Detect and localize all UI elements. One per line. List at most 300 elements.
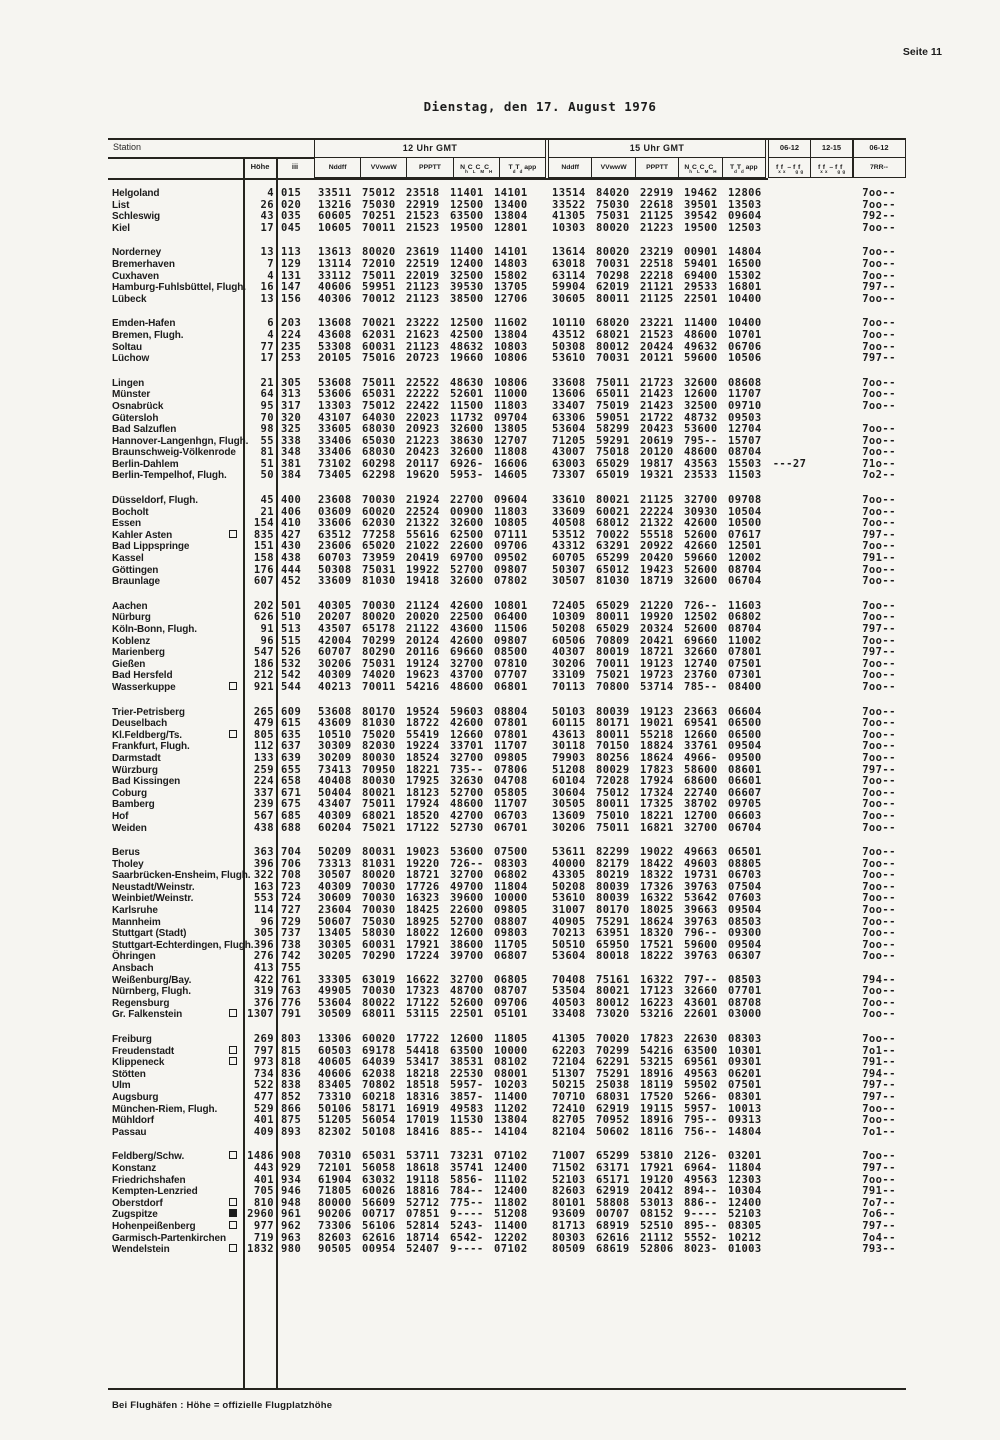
altitude: 319 [253, 985, 274, 998]
obs-15utc-col4: 06802 [728, 611, 762, 624]
obs-15utc-col0: 51307 [552, 1067, 586, 1080]
obs-15utc-col2: 21125 [640, 494, 674, 507]
obs-12utc-col3: 32630 [450, 775, 484, 788]
obs-12utc-col3: 775-- [450, 1196, 484, 1209]
obs-12utc-col2: 18416 [406, 1125, 440, 1138]
obs-15utc-col1: 68020 [596, 317, 630, 330]
obs-15utc-col4: 06706 [728, 340, 762, 353]
obs-15utc-col1: 80012 [596, 340, 630, 353]
altitude: 70 [260, 411, 274, 424]
column-header-ppptt: PPPTT [407, 158, 453, 177]
obs-12utc-col0: 73405 [318, 469, 352, 482]
altitude: 265 [253, 705, 274, 718]
obs-12utc-col1: 80030 [362, 775, 396, 788]
obs-12utc-col2: 20020 [406, 611, 440, 624]
obs-15utc-col4: 15707 [728, 434, 762, 447]
obs-15utc-col4: 07301 [728, 669, 762, 682]
obs-12utc-col1: 70030 [362, 494, 396, 507]
obs-12utc-col0: 72101 [318, 1161, 352, 1174]
obs-12utc-col1: 75021 [362, 821, 396, 834]
station-row [108, 353, 906, 365]
obs-12utc-col2: 19418 [406, 575, 440, 588]
obs-15utc-col0: 80101 [552, 1196, 586, 1209]
obs-15utc-col0: 62203 [552, 1044, 586, 1057]
obs-15utc-col3: 52600 [684, 528, 718, 541]
altitude: 50 [260, 469, 274, 482]
obs-15utc-col2: 18222 [640, 950, 674, 963]
station-row [108, 1186, 906, 1198]
altitude: 224 [253, 775, 274, 788]
obs-15utc-col1: 82299 [596, 846, 630, 859]
station-row [108, 811, 906, 823]
station-name: Nürburg [112, 612, 151, 624]
precip-7rr-value: 797-- [862, 623, 896, 635]
obs-15utc-col4: 03201 [728, 1150, 762, 1163]
obs-12utc-col4: 51208 [494, 1208, 528, 1221]
obs-15utc-col3: 32700 [684, 494, 718, 507]
station-number: 946 [281, 1185, 302, 1198]
obs-12utc-col0: 40309 [318, 669, 352, 682]
obs-15utc-col4: 08503 [728, 915, 762, 928]
obs-12utc-col2: 22519 [406, 257, 440, 270]
obs-12utc-col0: 82302 [318, 1125, 352, 1138]
station-name: Bocholt [112, 506, 149, 518]
obs-15utc-col0: 60506 [552, 634, 586, 647]
open-square-icon [229, 1151, 237, 1159]
precip-7rr-value: 7oo-- [862, 292, 896, 305]
station-number: 313 [281, 388, 302, 401]
precip-7rr-value: 7oo-- [862, 317, 896, 330]
station-name: Zugspitze [112, 1209, 158, 1221]
obs-15utc-col0: 30206 [552, 821, 586, 834]
obs-15utc-col4: 06607 [728, 786, 762, 799]
station-number: 515 [281, 634, 302, 647]
precip-7rr-value: 7oo-- [862, 950, 896, 963]
obs-12utc-col2: 16622 [406, 973, 440, 986]
obs-15utc-col4: 16801 [728, 281, 762, 294]
obs-15utc-col4: 08305 [728, 1219, 762, 1232]
obs-15utc-col3: 785-- [684, 680, 718, 693]
obs-12utc-col1: 80020 [362, 611, 396, 624]
obs-15utc-col2: 19723 [640, 669, 674, 682]
obs-12utc-col1: 65030 [362, 434, 396, 447]
obs-12utc-col3: 42600 [450, 717, 484, 730]
altitude: 337 [253, 786, 274, 799]
station-number: 838 [281, 1079, 302, 1092]
obs-12utc-col4: 06703 [494, 809, 528, 822]
obs-15utc-col1: 65029 [596, 623, 630, 635]
obs-15utc-col0: 33610 [552, 494, 586, 507]
obs-15utc-col2: 21523 [640, 328, 674, 341]
obs-12utc-col0: 83405 [318, 1079, 352, 1092]
obs-15utc-col0: 43312 [552, 540, 586, 553]
precip-7rr-value: 791-- [862, 1185, 896, 1198]
obs-12utc-col2: 18520 [406, 809, 440, 822]
obs-15utc-col3: 30930 [684, 505, 718, 518]
obs-12utc-col2: 53115 [406, 1008, 440, 1021]
altitude: 705 [253, 1185, 274, 1198]
obs-12utc-col3: 48700 [450, 985, 484, 998]
obs-12utc-col4: 11102 [494, 1173, 528, 1186]
obs-15utc-col0: 72410 [552, 1102, 586, 1115]
obs-15utc-col0: 80303 [552, 1231, 586, 1244]
station-number: 526 [281, 646, 302, 659]
obs-12utc-col1: 75030 [362, 915, 396, 928]
obs-12utc-col3: 32700 [450, 869, 484, 882]
obs-12utc-col2: 19224 [406, 740, 440, 753]
station-number: 704 [281, 846, 302, 859]
obs-15utc-col4: 52103 [728, 1208, 762, 1221]
open-square-icon [229, 1009, 237, 1017]
altitude: 114 [253, 904, 274, 917]
obs-12utc-col4: 11802 [494, 1196, 528, 1209]
obs-12utc-col0: 40309 [318, 809, 352, 822]
obs-12utc-col2: 17122 [406, 821, 440, 834]
obs-15utc-col0: 63114 [552, 269, 586, 282]
altitude: 479 [253, 717, 274, 730]
obs-15utc-col2: 21125 [640, 210, 674, 223]
obs-15utc-col3: 42600 [684, 517, 718, 530]
obs-12utc-col1: 75012 [362, 399, 396, 412]
obs-15utc-col0: 53512 [552, 528, 586, 541]
obs-15utc-col4: 08400 [728, 680, 762, 693]
altitude: 522 [253, 1079, 274, 1092]
station-row [108, 470, 906, 482]
obs-15utc-col3: 52600 [684, 623, 718, 635]
altitude: 376 [253, 996, 274, 1009]
station-name: Oberstdorf [112, 1197, 163, 1209]
obs-12utc-col0: 73313 [318, 857, 352, 870]
station-number: 035 [281, 210, 302, 223]
obs-12utc-col2: 55616 [406, 528, 440, 541]
obs-12utc-col3: 33701 [450, 740, 484, 753]
altitude: 401 [253, 1114, 274, 1127]
obs-15utc-col4: 11503 [728, 469, 762, 482]
precip-7rr-value: 797-- [862, 1161, 896, 1174]
altitude: 176 [253, 563, 274, 576]
obs-12utc-col0: 82603 [318, 1231, 352, 1244]
altitude: 547 [253, 646, 274, 659]
obs-15utc-col3: 6964- [684, 1161, 718, 1174]
altitude: 977 [253, 1219, 274, 1232]
station-name: Cuxhaven [112, 270, 159, 282]
obs-15utc-col3: 49563 [684, 1067, 718, 1080]
obs-15utc-col3: 39763 [684, 915, 718, 928]
altitude: 96 [260, 915, 274, 928]
precip-7rr-value: 7oo-- [862, 786, 896, 799]
altitude: 17 [260, 352, 274, 365]
obs-15utc-col3: 22501 [684, 292, 718, 305]
obs-12utc-col4: 12801 [494, 221, 528, 234]
table-body [108, 188, 906, 1269]
station-number: 305 [281, 376, 302, 389]
obs-15utc-col0: 53611 [552, 846, 586, 859]
obs-15utc-col2: 53215 [640, 1056, 674, 1069]
obs-15utc-col3: 2126- [684, 1150, 718, 1163]
altitude: 529 [253, 1102, 274, 1115]
obs-15utc-col3: 63500 [684, 1044, 718, 1057]
station-name: Soltau [112, 341, 142, 353]
obs-12utc-col4: 13705 [494, 281, 528, 294]
obs-15utc-col4: 07617 [728, 528, 762, 541]
obs-12utc-col1: 65178 [362, 623, 396, 635]
obs-15utc-col2: 55518 [640, 528, 674, 541]
obs-15utc-col3: 22740 [684, 786, 718, 799]
obs-15utc-col4: 11603 [728, 599, 762, 612]
obs-12utc-col2: 22019 [406, 269, 440, 282]
obs-15utc-col3: 756-- [684, 1125, 718, 1138]
obs-15utc-col1: 84020 [596, 187, 630, 199]
obs-15utc-col1: 80039 [596, 705, 630, 718]
station-group [108, 847, 906, 1021]
right-sub-fxfg: $f_xf_x - f_gf_g$ [775, 164, 804, 174]
station-row [108, 495, 906, 507]
obs-12utc-col0: 33406 [318, 434, 352, 447]
obs-12utc-col0: 49905 [318, 985, 352, 998]
obs-12utc-col2: 21924 [406, 494, 440, 507]
group-header-wind-06-12 [768, 138, 811, 178]
obs-12utc-col1: 75012 [362, 187, 396, 199]
altitude: 1832 [247, 1243, 274, 1256]
station-name: Ulm [112, 1080, 131, 1092]
obs-12utc-col3: 42600 [450, 634, 484, 647]
obs-12utc-col2: 18425 [406, 904, 440, 917]
station-number: 427 [281, 528, 302, 541]
station-number: 706 [281, 857, 302, 870]
obs-12utc-col2: 18721 [406, 869, 440, 882]
station-number: 253 [281, 352, 302, 365]
station-name: Göttingen [112, 564, 159, 576]
obs-15utc-col1: 75031 [596, 210, 630, 223]
altitude: 438 [253, 821, 274, 834]
obs-12utc-col1: 62298 [362, 469, 396, 482]
obs-15utc-col4: 10506 [728, 352, 762, 365]
obs-15utc-col0: 13609 [552, 809, 586, 822]
obs-15utc-col3: 19500 [684, 221, 718, 234]
obs-15utc-col4: 13503 [728, 198, 762, 211]
obs-15utc-col2: 55218 [640, 728, 674, 741]
station-name: Regensburg [112, 997, 170, 1009]
precip-7rr-value: 7oo-- [862, 728, 896, 741]
obs-15utc-col2: 22919 [640, 187, 674, 199]
obs-12utc-col1: 68011 [362, 1008, 396, 1021]
obs-12utc-col1: 70290 [362, 950, 396, 963]
station-number: 980 [281, 1243, 302, 1256]
altitude: 1486 [247, 1150, 274, 1163]
altitude: 607 [253, 575, 274, 588]
obs-12utc-col0: 80000 [318, 1196, 352, 1209]
obs-15utc-col0: 59904 [552, 281, 586, 294]
station-number: 235 [281, 340, 302, 353]
obs-15utc-col0: 33407 [552, 399, 586, 412]
obs-15utc-col1: 80020 [596, 221, 630, 234]
obs-12utc-col1: 56609 [362, 1196, 396, 1209]
obs-15utc-col1: 68919 [596, 1219, 630, 1232]
obs-15utc-col2: 21322 [640, 517, 674, 530]
obs-15utc-col0: 50510 [552, 938, 586, 951]
station-number: 348 [281, 446, 302, 459]
station-name: Hannover-Langenhgn, Flugh. [112, 435, 249, 447]
obs-12utc-col4: 11000 [494, 388, 528, 401]
obs-15utc-col2: 21223 [640, 221, 674, 234]
obs-12utc-col4: 06805 [494, 973, 528, 986]
obs-15utc-col4: 10400 [728, 292, 762, 305]
obs-15utc-col3: 32700 [684, 821, 718, 834]
station-number: 131 [281, 269, 302, 282]
obs-12utc-col1: 70011 [362, 680, 396, 693]
obs-12utc-col2: 22222 [406, 388, 440, 401]
station-name: Frankfurt, Flugh. [112, 741, 190, 753]
weather-observation-table [108, 138, 906, 1398]
station-name: Bamberg [112, 799, 155, 811]
obs-15utc-col3: 32600 [684, 575, 718, 588]
obs-12utc-col0: 63512 [318, 528, 352, 541]
obs-15utc-col4: 09504 [728, 904, 762, 917]
obs-15utc-col0: 40000 [552, 857, 586, 870]
obs-15utc-col1: 75030 [596, 198, 630, 211]
obs-15utc-col3: 895-- [684, 1219, 718, 1232]
obs-15utc-col0: 33522 [552, 198, 586, 211]
obs-15utc-col2: 20424 [640, 340, 674, 353]
obs-12utc-col3: 22530 [450, 1067, 484, 1080]
obs-12utc-col3: 52700 [450, 915, 484, 928]
precip-7rr-value: 7oo-- [862, 880, 896, 893]
obs-15utc-col0: 72104 [552, 1056, 586, 1069]
obs-12utc-col0: 13613 [318, 246, 352, 259]
obs-12utc-col4: 14101 [494, 187, 528, 199]
station-name: Freudenstadt [112, 1045, 175, 1057]
obs-12utc-col3: 32600 [450, 446, 484, 459]
station-name: Schleswig [112, 211, 161, 223]
obs-15utc-col2: 19423 [640, 563, 674, 576]
obs-15utc-col1: 75291 [596, 915, 630, 928]
obs-12utc-col2: 23518 [406, 187, 440, 199]
obs-15utc-col2: 17924 [640, 775, 674, 788]
station-name: Bad Lippspringe [112, 541, 190, 553]
obs-15utc-col1: 65012 [596, 563, 630, 576]
obs-12utc-col4: 12400 [494, 1185, 528, 1198]
obs-15utc-col1: 80019 [596, 646, 630, 659]
station-name: Berlin-Dahlem [112, 458, 179, 470]
altitude: 797 [253, 1044, 274, 1057]
station-row [108, 776, 906, 788]
obs-12utc-col4: 14803 [494, 257, 528, 270]
obs-12utc-col3: 11530 [450, 1114, 484, 1127]
obs-12utc-col3: 38531 [450, 1056, 484, 1069]
obs-12utc-col3: 22600 [450, 904, 484, 917]
obs-12utc-col1: 80031 [362, 846, 396, 859]
station-number: 836 [281, 1067, 302, 1080]
obs-12utc-col1: 75016 [362, 352, 396, 365]
obs-15utc-col1: 68021 [596, 328, 630, 341]
obs-12utc-col2: 18618 [406, 1161, 440, 1174]
obs-12utc-col1: 60298 [362, 457, 396, 470]
obs-15utc-col0: 13614 [552, 246, 586, 259]
obs-15utc-col2: 23219 [640, 246, 674, 259]
obs-15utc-col3: 23663 [684, 705, 718, 718]
station-name: Gießen [112, 658, 146, 670]
obs-12utc-col3: 12600 [450, 927, 484, 940]
precip-7rr-value: 797-- [862, 1090, 896, 1103]
obs-12utc-col1: 70030 [362, 880, 396, 893]
station-name: Deuselbach [112, 718, 168, 730]
station-number: 961 [281, 1208, 302, 1221]
obs-15utc-col3: 39763 [684, 950, 718, 963]
obs-12utc-col3: 69660 [450, 646, 484, 659]
obs-12utc-col3: 32500 [450, 269, 484, 282]
obs-15utc-col4: 10500 [728, 517, 762, 530]
obs-12utc-col1: 80020 [362, 246, 396, 259]
station-number: 384 [281, 469, 302, 482]
obs-15utc-col0: 50208 [552, 880, 586, 893]
obs-12utc-col2: 21523 [406, 210, 440, 223]
obs-15utc-col2: 21723 [640, 376, 674, 389]
obs-15utc-col3: 23760 [684, 669, 718, 682]
obs-12utc-col2: 20117 [406, 457, 440, 470]
obs-12utc-col4: 12202 [494, 1231, 528, 1244]
obs-12utc-col3: 59603 [450, 705, 484, 718]
obs-15utc-col4: 12503 [728, 221, 762, 234]
obs-12utc-col1: 65031 [362, 388, 396, 401]
obs-12utc-col0: 30209 [318, 751, 352, 764]
obs-15utc-col1: 80039 [596, 880, 630, 893]
obs-12utc-col0: 40605 [318, 1056, 352, 1069]
station-number: 737 [281, 927, 302, 940]
obs-15utc-col1: 70298 [596, 269, 630, 282]
station-name: Kiel [112, 222, 130, 234]
obs-15utc-col4: 09604 [728, 210, 762, 223]
station-name: Bremen, Flugh. [112, 329, 184, 341]
obs-12utc-col3: 73231 [450, 1150, 484, 1163]
obs-12utc-col2: 19620 [406, 469, 440, 482]
obs-12utc-col4: 10801 [494, 599, 528, 612]
station-number: 129 [281, 257, 302, 270]
obs-12utc-col4: 10203 [494, 1079, 528, 1092]
obs-12utc-col0: 20105 [318, 352, 352, 365]
obs-15utc-col2: 16322 [640, 892, 674, 905]
station-number: 381 [281, 457, 302, 470]
altitude: 81 [260, 446, 274, 459]
obs-15utc-col0: 70408 [552, 973, 586, 986]
altitude: 98 [260, 423, 274, 436]
precip-7rr-value: 7o1-- [862, 1044, 896, 1057]
obs-12utc-col1: 75020 [362, 728, 396, 741]
obs-15utc-col4: 12704 [728, 423, 762, 436]
obs-12utc-col4: 07500 [494, 846, 528, 859]
obs-15utc-col1: 75011 [596, 821, 630, 834]
obs-12utc-col3: 43600 [450, 623, 484, 635]
obs-15utc-col3: 12740 [684, 657, 718, 670]
obs-15utc-col1: 68619 [596, 1243, 630, 1256]
obs-12utc-col0: 13306 [318, 1033, 352, 1045]
station-group [108, 318, 906, 364]
column-header-vvwww: VVwwW [592, 158, 635, 177]
obs-15utc-col0: 33609 [552, 505, 586, 518]
obs-12utc-col1: 82030 [362, 740, 396, 753]
obs-12utc-col4: 09805 [494, 751, 528, 764]
obs-15utc-col0: 41305 [552, 210, 586, 223]
obs-12utc-col0: 43609 [318, 717, 352, 730]
obs-15utc-col3: 886-- [684, 1196, 718, 1209]
obs-15utc-col2: 52510 [640, 1219, 674, 1232]
precip-7rr-value: 794-- [862, 973, 896, 986]
station-name: Friedrichshafen [112, 1174, 186, 1186]
group-header-15utc [548, 138, 766, 178]
obs-15utc-col3: 11400 [684, 317, 718, 330]
obs-12utc-col0: 50209 [318, 846, 352, 859]
obs-12utc-col4: 10000 [494, 892, 528, 905]
station-number: 685 [281, 809, 302, 822]
